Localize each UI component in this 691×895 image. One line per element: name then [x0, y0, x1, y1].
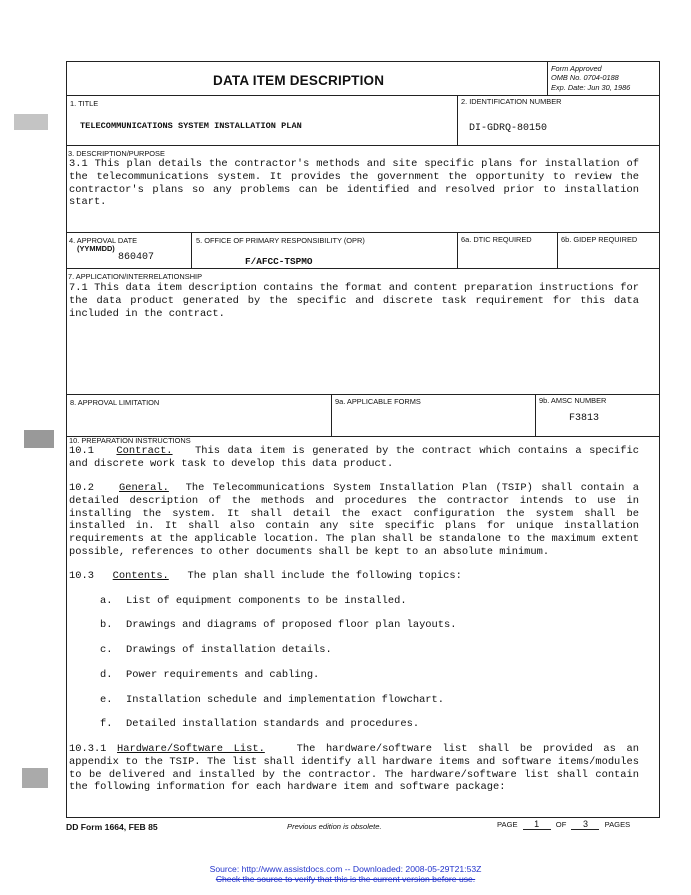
identification-number-value: DI-GDRQ-80150: [469, 123, 548, 134]
opr-label: 5. OFFICE OF PRIMARY RESPONSIBILITY (OPR): [196, 236, 365, 245]
list-item: d. Power requirements and cabling.: [100, 669, 320, 681]
list-item: a. List of equipment components to be installed.: [100, 595, 407, 607]
amsc-number-label: 9b. AMSC NUMBER: [539, 396, 607, 405]
approval-date-label: 4. APPROVAL DATE: [69, 236, 138, 245]
page-number: 1: [523, 819, 551, 830]
approval-limitation-label: 8. APPROVAL LIMITATION: [70, 398, 160, 407]
title-value: TELECOMMUNICATIONS SYSTEM INSTALLATION PLAN: [80, 121, 302, 131]
application-text: 7.1 This data item description contains the format and content preparation instructions for the data product generated by the specific and discrete task requirement for this data included in the contract.: [69, 282, 639, 320]
gidep-required-label: 6b. GIDEP REQUIRED: [561, 235, 638, 244]
applicable-forms-label: 9a. APPLICABLE FORMS: [335, 397, 421, 406]
obsolete-note: Previous edition is obsolete.: [287, 822, 382, 831]
approval-date-sublabel: (YYMMDD): [77, 244, 115, 253]
list-item: f. Detailed installation standards and procedures.: [100, 718, 420, 730]
opr-value: F/AFCC-TSPMO: [245, 256, 313, 267]
list-item: e. Installation schedule and implementation flowchart.: [100, 694, 445, 706]
description-purpose-label: 3. DESCRIPTION/PURPOSE: [68, 149, 165, 158]
page-total: 3: [571, 819, 599, 830]
list-item: c. Drawings of installation details.: [100, 644, 332, 656]
scan-mark: [22, 768, 48, 788]
preparation-instructions-label: 10. PREPARATION INSTRUCTIONS: [69, 436, 191, 445]
page-counter: PAGE 1 OF 3 PAGES: [497, 819, 631, 829]
scan-mark: [14, 114, 48, 130]
source-line: Source: http://www.assistdocs.com -- Downloaded: 2008-05-29T21:53Z Check the source to verify that this is the current version before use.: [209, 864, 482, 884]
form-number: DD Form 1664, FEB 85: [66, 822, 158, 832]
instruction-10-3: 10.3 Contents. The plan shall include the following topics:: [69, 570, 462, 582]
title-label: 1. TITLE: [70, 99, 99, 108]
instruction-10-3-1: 10.3.1 Hardware/Software List. The hardware/software list shall be provided as an appendix to the TSIP. The list shall identify all hardware items and software items/modules to be delivered and installed by the contractor. The hardware/software list shall contain the following information for each hardware item and software package:: [69, 743, 639, 794]
omb-approval-block: Form Approved OMB No. 0704-0188 Exp. Date: Jun 30, 1986: [551, 64, 631, 92]
description-purpose-text: 3.1 This plan details the contractor's methods and site specific plans for installation of the telecommunications system. It provides the government the opportunity to review the contractor's plans so any problems can be identified and resolved prior to installation start.: [69, 158, 639, 209]
approval-date-value: 860407: [118, 252, 155, 263]
amsc-number-value: F3813: [569, 413, 600, 424]
application-label: 7. APPLICATION/INTERRELATIONSHIP: [68, 272, 203, 281]
instruction-10-2: 10.2 General. The Telecommunications System Installation Plan (TSIP) shall contain a detailed description of the methods and procedures the contractor intends to use in installing the system. It shall detail the exact configuration the system shall be installed in. It shall also contain any site specific plans for unique installation requirements at the applicable location. The plan shall be standalone to the maximum extent possible, references to other documents shall be kept to an absolute minimum.: [69, 482, 639, 558]
identification-number-label: 2. IDENTIFICATION NUMBER: [461, 97, 562, 106]
form-title: DATA ITEM DESCRIPTION: [213, 73, 385, 88]
scan-mark: [24, 430, 54, 448]
list-item: b. Drawings and diagrams of proposed floor plan layouts.: [100, 619, 457, 631]
dtic-required-label: 6a. DTIC REQUIRED: [461, 235, 532, 244]
instruction-10-1: 10.1 Contract. This data item is generated by the contract which contains a specific and discrete work task to develop this data product.: [69, 445, 639, 470]
data-item-description-form: [66, 61, 660, 818]
